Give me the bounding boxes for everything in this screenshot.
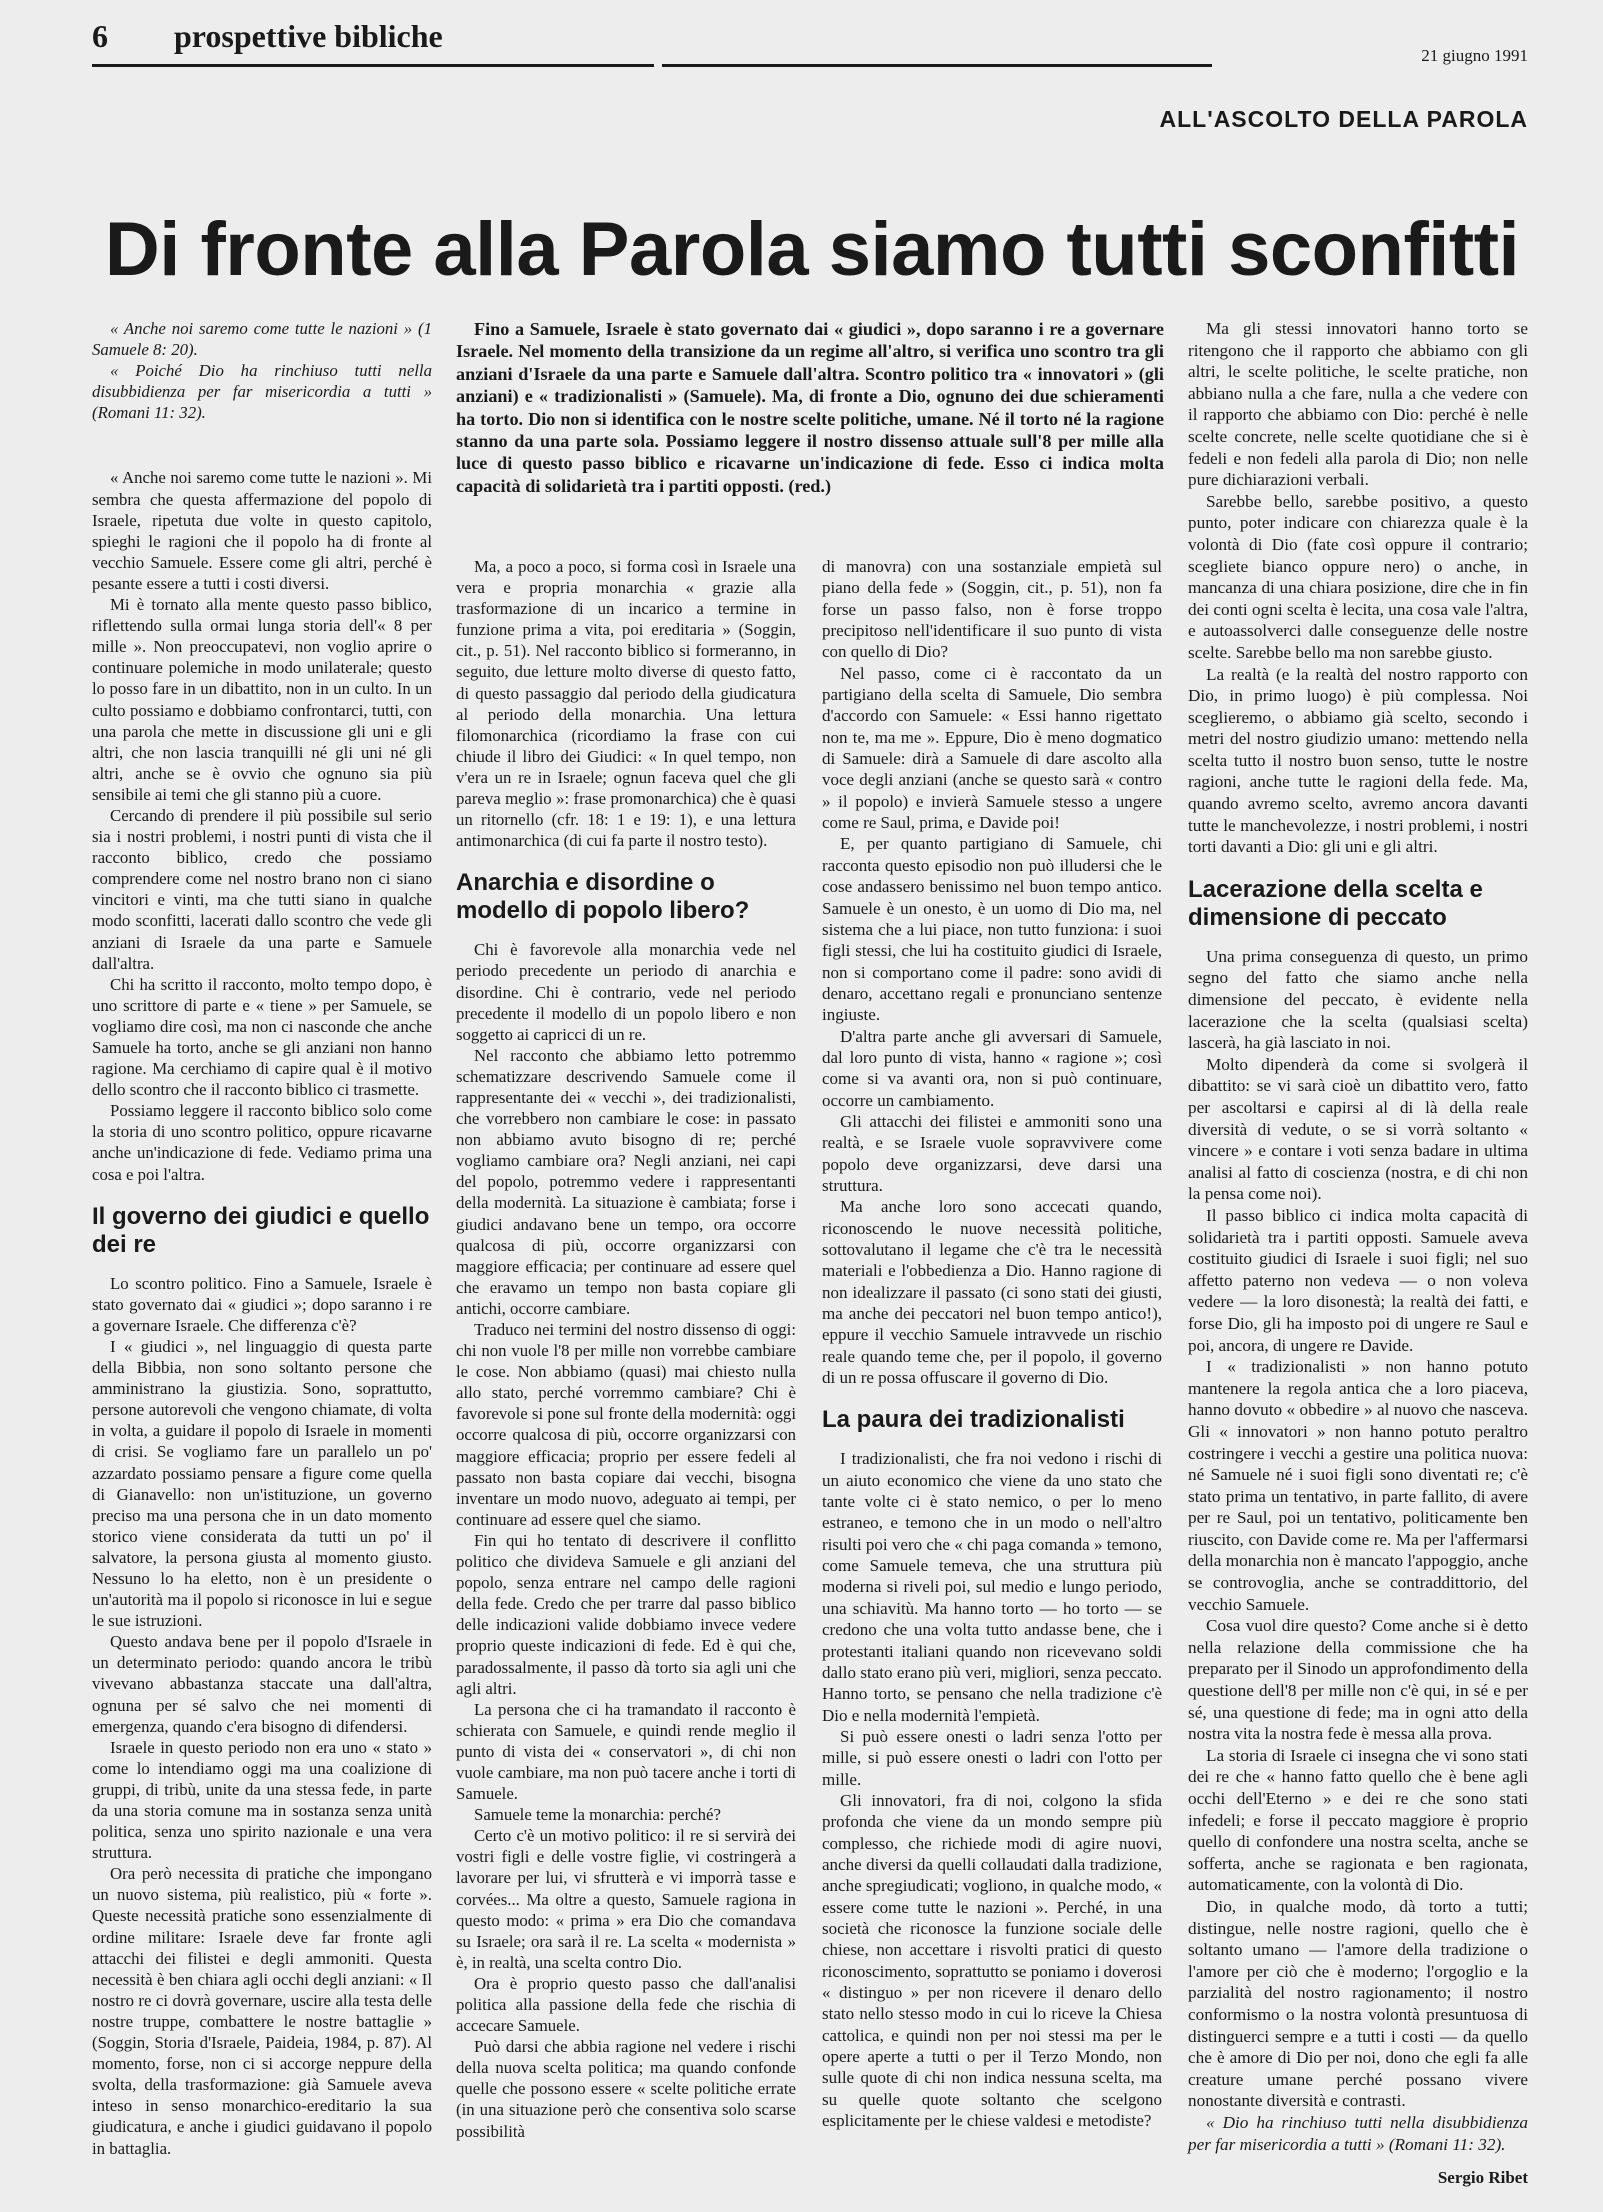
paragraph: I tradizionalisti, che fra noi vedono i rischi di un aiuto economico che viene da uno stato che tante volte ci è stato nemico, o per lo meno estraneo, e temono che in un modo o nell'altro risulti poi vero che « chi paga comanda » temono, come Samuele temeva, che una struttura più moderna si riveli poi, sul medio e lungo periodo, una schiavitù. Ma hanno torto — ho torto — se credono che una volta tutto andasse bene, che i protestanti italiani quando non ricevevano soldi dallo stato erano più veri, migliori, senza peccato. Hanno torto, se pensano che nella tradizione c'è Dio e nella modernità l'empietà. bbox=[822, 1449, 1162, 1725]
paragraph: Samuele teme la monarchia: perché? bbox=[474, 1805, 721, 1825]
page-number: 6 bbox=[92, 18, 108, 54]
paragraph: Ora però necessita di pratiche che impongano un nuovo sistema, più realistico, più « forte ». Queste necessità pratiche sono essenzialmente di ordine militare: Israele deve far fronte agli attacchi dei filistei e degli ammoniti. Questa necessità è ben chiara agli occhi degli anziani: « Il nostro re ci dovrà governare, uscire alla testa delle nostre truppe, combattere le nostre battaglie » (Soggin, Storia d'Israele, Paideia, 1984, p. 87). Al momento, forse, non ci si accorge neppure della svolta, della trasformazione: già Samuele aveva inteso in senso monarchico-ereditario la sua giudicatura, e anche i giudici guidavano il popolo in battaglia. bbox=[92, 1864, 432, 2158]
paragraph: Il passo biblico ci indica molta capacità di solidarietà tra i partiti opposti. Samuele aveva costituito giudici di Israele i suoi figli; nel suo affetto paterno non vedeva — o non voleva vedere — la loro disonestà; la realtà dei fatti, e forse Dio, gli ha imposto poi di ungere re Saul e poi, ancora, di ungere re Davide. bbox=[1188, 1205, 1528, 1355]
lead-paragraph bbox=[456, 318, 1164, 497]
paragraph: Chi ha scritto il racconto, molto tempo dopo, è uno scrittore di parte e « tiene » per Samuele, se vogliamo dire così, ma non ci nasconde che anche Samuele ha torto, anche se gli anziani non hanno ragione. Ma cerchiamo di capire qual è il motivo dello scontro che il racconto biblico ci trasmette. bbox=[92, 974, 432, 1100]
section-title: prospettive bibliche bbox=[174, 18, 443, 54]
epigraph-1: « Anche noi saremo come tutte le nazioni » (1 Samuele 8: 20). bbox=[92, 319, 432, 360]
column-2 bbox=[456, 556, 796, 2142]
paragraph: Nel racconto che abbiamo letto potremmo schematizzare descrivendo Samuele come il rappresentante dei « vecchi », dei tradizionalisti, che vorrebbero non cambiare le cose: in passato non abbiamo avuto bisogno di re; perché vogliamo cambiare ora? Negli anziani, nei capi del popolo, potremmo vedere i rappresentanti della modernità. La situazione è cambiata; forse i giudici andavano bene un tempo, ora occorre qualcosa di più, occorre organizzarsi con maggiore efficacia; per continuare ad essere quel che eravamo un tempo non basta copiare gli antichi, occorre cambiare. bbox=[456, 1045, 796, 1318]
paragraph: I « giudici », nel linguaggio di questa parte della Bibbia, non sono soltanto persone che amministrano la giustizia. Sono, soprattutto, persone autorevoli che vengono chiamate, di volta in volta, a guidare il popolo di Israele in momenti di crisi. Se vogliamo fare un parallelo un po' azzardato possiamo pensare a figure come quella di Gianavello: non un'istituzione, un governo preciso ma una persona che in un dato momento storico viene considerata da tutti un po' il salvatore, la persona giusta al momento giusto. Nessuno lo ha eletto, non è un presidente o un'autorità ma il popolo si riconosce in lui e segue le sue istruzioni. bbox=[92, 1336, 432, 1631]
header-rule-left bbox=[92, 64, 654, 67]
section-kicker: ALL'ASCOLTO DELLA PAROLA bbox=[1159, 106, 1528, 132]
paragraph: Israele in questo periodo non era uno « stato » come lo intendiamo oggi ma una coalizione di gruppi, di tribù, unite da una stessa fede, in parte da una storia comune ma in sostanza senza unità politica, senza uno spirito nazionale e una vera struttura. bbox=[92, 1737, 432, 1863]
column-3 bbox=[822, 556, 1162, 2131]
paragraph: Si può essere onesti o ladri senza l'otto per mille, si può essere onesti o ladri con l'otto per mille. bbox=[822, 1726, 1162, 1789]
column-1 bbox=[92, 318, 432, 2159]
paragraph: « Anche noi saremo come tutte le nazioni ». Mi sembra che questa affermazione del popolo di Israele, ripetuta due volte in questo capitolo, spieghi le ragioni che il popolo ha di fronte al vecchio Samuele. Essere come gli altri, perché è pesante essere a tutti i costi diversi. bbox=[92, 468, 432, 593]
paragraph: Fin qui ho tentato di descrivere il conflitto politico che divideva Samuele e gli anziani del popolo, senza entrare nel campo delle ragioni della fede. Credo che per trarre dal passo biblico delle indicazioni valide dobbiamo invece vedere proprio queste indicazioni di fede. Ed è qui che, paradossalmente, il passo dà torto sia agli uni che agli altri. bbox=[456, 1530, 796, 1698]
paragraph: Ma anche loro sono accecati quando, riconoscendo le nuove necessità politiche, sottovalutano il legame che c'è tra le necessità materiali e l'obbedienza a Dio. Hanno ragione di non idealizzare il passato (ci sono stati dei giusti, ma anche dei peccatori nel buon tempo antico!), eppure il vecchio Samuele intravvede un rischio reale quando teme che, per il popolo, il governo di un re possa offuscare il governo di Dio. bbox=[822, 1197, 1162, 1388]
paragraph: E, per quanto partigiano di Samuele, chi racconta questo episodio non può illudersi che le cose andassero benissimo nel buon tempo antico. Samuele è un onesto, è un uomo di Dio ma, nel sistema che a lui piace, non tutto funziona: i suoi figli stessi, che lui ha costituito giudici di Israele, non si comportano come il padre: sono avidi di denaro, accettano regali e pronunciano sentenze ingiuste. bbox=[822, 834, 1162, 1025]
paragraph: Lo scontro politico. Fino a Samuele, Israele è stato governato dai « giudici »; dopo saranno i re a governare Israele. Che differenza c'è? bbox=[92, 1273, 432, 1335]
subheading: La paura dei tradizionalisti bbox=[822, 1406, 1125, 1434]
subheading: Anarchia e disordine o modello di popolo libero? bbox=[456, 869, 750, 925]
subheading: Il governo dei giudici e quello dei re bbox=[92, 1202, 430, 1258]
paragraph: Cosa vuol dire questo? Come anche si è detto nella relazione della commissione che ha preparato per il Sinodo un approfondimento della questione dell'8 per mille non c'è qui, in sé e per sé, una questione di fede; ma in ogni atto della nostra vita la nostra fede è messa alla prova. bbox=[1188, 1616, 1528, 1744]
paragraph: Gli innovatori, fra di noi, colgono la sfida profonda che viene da un mondo sempre più complesso, che richiede modi di agire nuovi, anche diversi da quelli collaudati dalla tradizione, anche spregiudicati; vogliono, in qualche modo, « essere come tutte le nazioni ». Perché, in una società che riconosce la funzione sociale delle chiese, non accettare i risvolti pratici di questo riconoscimento, soprattutto se poniamo i doverosi « distinguo » per non ricevere il denaro dello stato nello stesso modo in cui lo riceve la Chiesa cattolica, e quindi non per noi stessi ma per le opere aperte a tutti o per il Terzo Mondo, non sulle quote di chi non indica nessuna scelta, ma su quelle quote soltanto che scelgono esplicitamente per le chiese valdesi e metodiste? bbox=[822, 1790, 1162, 2131]
subheading: Lacerazione della scelta e dimensione di peccato bbox=[1188, 875, 1483, 931]
paragraph: La realtà (e la realtà del nostro rapporto con Dio, in primo luogo) è più complessa. Noi sceglieremo, o abbiamo già scelto, secondo i metri del nostro giudizio umano: mettendo nella scelta tutto il nostro buon senso, tutte le nostre ragioni, anche tutte le ragioni della fede. Ma, quando avremo scelto, avremo ancora davanti tutte le manchevolezze, i nostri problemi, i nostri torti davanti a Dio: gli uni e gli altri. bbox=[1188, 664, 1528, 857]
header-rule-right bbox=[662, 64, 1212, 67]
paragraph: di manovra) con una sostanziale empietà sul piano della fede » (Soggin, cit., p. 51), non fa forse un passo falso, non è forse troppo precipitoso nell'identificare il suo punto di vista con quello di Dio? bbox=[822, 557, 1162, 662]
paragraph: La persona che ci ha tramandato il racconto è schierata con Samuele, e quindi rende meglio il punto di vista dei « conservatori », di chi non vuole cambiare, ma non può tacere anche i torti di Samuele. bbox=[456, 1699, 796, 1804]
epigraph-2: « Poiché Dio ha rinchiuso tutti nella disubbidienza per far misericordia a tutti » (Romani 11: 32). bbox=[92, 361, 432, 423]
issue-date: 21 giugno 1991 bbox=[1421, 46, 1528, 65]
paragraph: Mi è tornato alla mente questo passo biblico, riflettendo sulla ormai lunga storia dell'« 8 per mille ». Non preoccupatevi, non voglio aprire o continuare polemiche in modo unilaterale; questo lo posso fare in un dibattito, non in un culto. In un culto possiamo e dobbiamo confrontarci, tutti, con una parola che mette in discussione gli uni e gli altri, che non lascia tranquilli né gli uni né gli altri, anche se è ovvio che ognuno sia più sensibile ai temi che gli stanno più a cuore. bbox=[92, 595, 432, 804]
author-signature: Sergio Ribet bbox=[1437, 2168, 1528, 2187]
paragraph: Ma gli stessi innovatori hanno torto se ritengono che il rapporto che abbiamo con gli altri, le scelte politiche, le scelte pratiche, non abbiano nulla a che fare, nulla a che vedere con il rapporto che abbiamo con Dio: perché è nelle scelte concrete, nelle scelte quotidiane che si è fedeli e non fedeli alla parola di Dio; non nelle pure dichiarazioni verbali. bbox=[1188, 319, 1528, 490]
paragraph: Ma, a poco a poco, si forma così in Israele una vera e propria monarchia « grazie alla trasformazione di un incarico a termine in funzione prima a vita, poi ereditaria » (Soggin, cit., p. 51). Nel racconto biblico si formeranno, in seguito, due letture molto diverse di questo fatto, di questo passaggio dal periodo della giudicatura al periodo della monarchia. Una lettura filomonarchica (ricordiamo la frase con cui chiude il libro dei Giudici: « In quel tempo, non v'era un re in Israele; ognun faceva quel che gli pareva meglio »: frase promonarchica) che è quasi un ritornello (cfr. 18: 1 e 19: 1), e una lettura antimonarchica (di cui fa parte il nostro testo). bbox=[456, 557, 796, 851]
headline: Di fronte alla Parola siamo tutti sconfitti bbox=[104, 207, 1520, 292]
paragraph: Questo andava bene per il popolo d'Israele in un determinato periodo: quando ancora le tribù vivevano abbastanza staccate una dall'altra, ognuna per sé salvo che nei momenti di emergenza, quando c'era bisogno di difendersi. bbox=[92, 1632, 432, 1736]
paragraph: Dio, in qualche modo, dà torto a tutti; distingue, nelle nostre ragioni, quello che è soltanto umano — l'amore della tradizione o l'amore per ciò che è moderno; l'orgoglio e la parzialità del nostro ragionamento; il nostro conformismo o la nostra volontà presuntuosa di distinguerci sempre e a tutti i costi — da quello che è amore di Dio per noi, dono che egli fa alle creature umane perché possano vivere nonostante diversità e contrasti. bbox=[1188, 1896, 1528, 2111]
paragraph: Nel passo, come ci è raccontato da un partigiano della scelta di Samuele, Dio sembra d'accordo con Samuele: « Essi hanno rigettato non te, ma me ». Eppure, Dio è meno dogmatico di Samuele: dirà a Samuele di dare ascolto alla voce degli anziani (anche se questo sarà « contro » il popolo) e invierà Samuele stesso a ungere come re Saul, prima, e Davide poi! bbox=[822, 663, 1162, 833]
paragraph: Cercando di prendere il più possibile sul serio sia i nostri problemi, i nostri punti di vista che il racconto biblico, credo che possiamo comprendere come nel nostro brano non ci siano vincitori e vinti, ma che tutti siano in qualche modo sconfitti, lacerati dallo scontro che vede gli anziani di Israele da una parte e Samuele dall'altra. bbox=[92, 805, 432, 973]
paragraph: Può darsi che abbia ragione nel vedere i rischi della nuova scelta politica; ma quando confonde quelle che possono essere « scelte politiche errate (in una situazione però che consentiva solo scarse possibilità bbox=[456, 2037, 796, 2141]
lead-text: Fino a Samuele, Israele è stato governato dai « giudici », dopo saranno i re a governare Israele. Nel momento della transizione da un regime all'altro, si verifica uno scontro tra gli anziani d'Israele da una parte e Samuele dall'altra. Scontro politico tra « innovatori » (gli anziani) e « tradizionalisti » (Samuele). Ma, di fronte a Dio, ognuno dei due schieramenti ha torto. Dio non si identifica con le nostre scelte politiche, umane. Né il torto né la ragione stanno da una parte sola. Possiamo leggere il nostro dissenso attuale sull'8 per mille alla luce di questo passo biblico e ricavarne un'indicazione di fede. Esso ci indica molta capacità di solidarietà tra i partiti opposti. (red.) bbox=[456, 319, 1164, 496]
paragraph: Una prima conseguenza di questo, un primo segno del fatto che siamo anche nella dimensione del peccato, è evidente nella lacerazione che la scelta (qualsiasi scelta) lascerà, ha già lasciato in noi. bbox=[1188, 946, 1528, 1053]
paragraph: La storia di Israele ci insegna che vi sono stati dei re che « hanno fatto quello che è bene agli occhi dell'Eterno » e dei re che sono stati infedeli; e forse il peccato maggiore è proprio quello di confondere una nostra scelta, anche se sofferta, anche se ragionata e ben ragionata, automaticamente, con la volontà di Dio. bbox=[1188, 1745, 1528, 1895]
paragraph: Possiamo leggere il racconto biblico solo come la storia di uno scontro politico, oppure ricavarne anche un'indicazione di fede. Vediamo prima una cosa e poi l'altra. bbox=[92, 1101, 432, 1184]
paragraph: D'altra parte anche gli avversari di Samuele, dal loro punto di vista, hanno « ragione »; così come si va avanti ora, non si può continuare, occorre un cambiamento. bbox=[822, 1026, 1162, 1110]
paragraph: Chi è favorevole alla monarchia vede nel periodo precedente un periodo di anarchia e disordine. Chi è contrario, vede nel periodo precedente il modello di un popolo libero e non soggetto ai capricci di un re. bbox=[456, 940, 796, 1044]
paragraph: Molto dipenderà da come si svolgerà il dibattito: se vi sarà cioè un dibattito vero, fatto per ascoltarsi e capirsi al di là della reale diversità di vedute, o se si vorrà soltanto « vincere » e contare i voti senza badare in ultima analisi al fatto di coscienza (nostra, e di chi non la pensa come noi). bbox=[1188, 1054, 1528, 1204]
column-4 bbox=[1188, 318, 1528, 2155]
paragraph: Certo c'è un motivo politico: il re si servirà dei vostri figli e delle vostre figlie, vi costringerà a lavorare per lui, vi sfrutterà e vi imporrà tasse e corvées... Ma oltre a questo, Samuele ragiona in questo modo: « prima » era Dio che comandava su Israele; ora sarà il re. La scelta « modernista » è, in realtà, una scelta contro Dio. bbox=[456, 1826, 796, 1972]
paragraph: Ora è proprio questo passo che dall'analisi politica alla passione della fede che rischia di accecare Samuele. bbox=[456, 1973, 796, 2036]
paragraph: Traduco nei termini del nostro dissenso di oggi: chi non vuole l'8 per mille non vorrebbe cambiare le cose. Non abbiamo (quasi) mai chiesto nulla allo stato, perché vorremmo cambiare? Chi è favorevole si pone sul fronte della modernità: oggi occorre qualcosa di più, occorre organizzarsi con maggiore efficacia; proprio per essere fedeli al passato non basta copiare dai vecchi, bisogna inventare un modo nuovo, adeguato ai tempi, per continuare ad essere quel che siamo. bbox=[456, 1320, 796, 1529]
closing-quote: « Dio ha rinchiuso tutti nella disubbidienza per far misericordia a tutti » (Romani 11: 32). bbox=[1188, 2112, 1528, 2154]
paragraph: Gli attacchi dei filistei e ammoniti sono una realtà, e se Israele vuole sopravvivere come popolo deve organizzarsi, deve darsi una struttura. bbox=[822, 1111, 1162, 1195]
paragraph: Sarebbe bello, sarebbe positivo, a questo punto, poter indicare con chiarezza quale è la volontà di Dio (fate così oppure il contrario; scegliete bianco oppure nero) o anche, in mancanza di una chiara posizione, dire che in fin dei conti ogni scelta è lecita, una cosa vale l'altra, e autoassolverci dalle conseguenze delle nostre scelte. Sarebbe bello ma non sarebbe giusto. bbox=[1188, 491, 1528, 662]
paragraph: I « tradizionalisti » non hanno potuto mantenere la regola antica che a loro piaceva, hanno dovuto « obbedire » al nuovo che nasceva. Gli « innovatori » non hanno potuto peraltro costringere i vecchi a gestire una politica nuova: né Samuele né i suoi figli sono diventati re; c'è stato prima un tentativo, in parte fallito, di avere per re Saul, poi un tentativo, politicamente ben riuscito, con Davide come re. Ma per l'affermarsi della monarchia non è mancato l'appoggio, anche se controvoglia, anche se contraddittorio, del vecchio Samuele. bbox=[1188, 1357, 1528, 1614]
